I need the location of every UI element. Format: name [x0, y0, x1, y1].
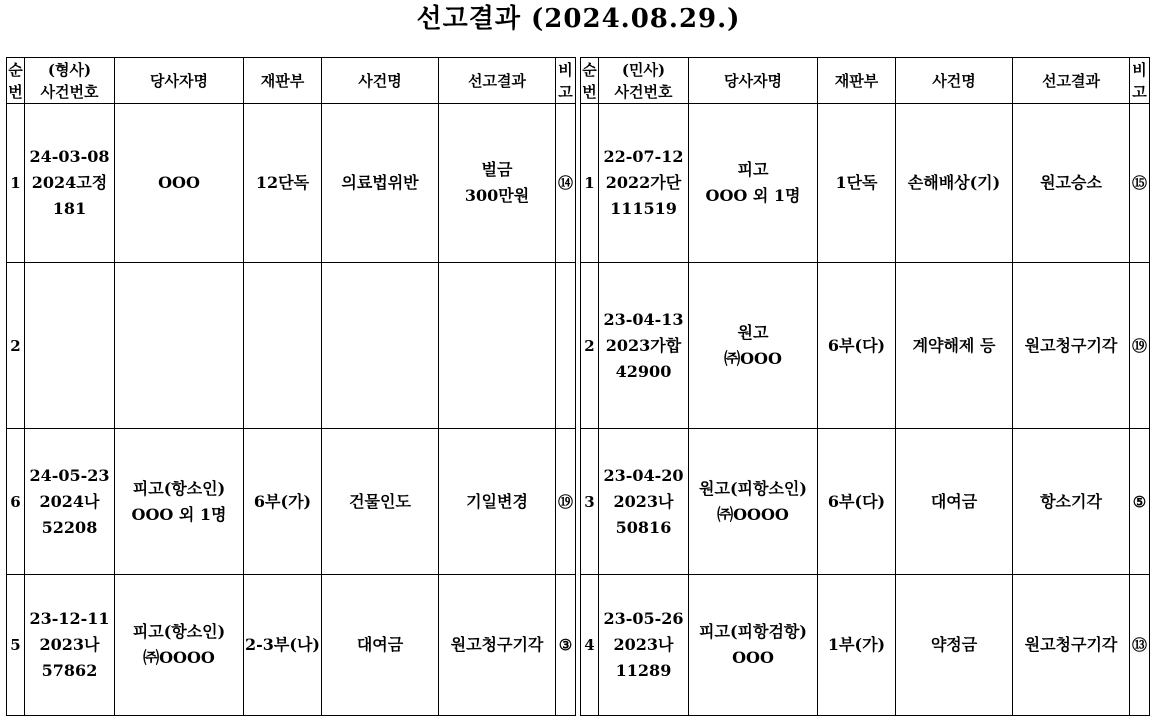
cell-case-no — [25, 263, 115, 429]
cell-party — [115, 263, 244, 429]
header-party: 당사자명 — [689, 58, 818, 104]
cell-court: 6부(다) — [818, 263, 896, 429]
table-row — [581, 575, 1150, 716]
header-court: 재판부 — [818, 58, 896, 104]
cell-seq: 2 — [7, 263, 25, 429]
cell-result: 원고청구기각 — [1013, 263, 1130, 429]
cell-note: ⑭ — [556, 104, 576, 263]
header-row — [581, 58, 1150, 104]
cell-seq: 3 — [581, 429, 599, 575]
cell-note: ③ — [556, 575, 576, 716]
cell-court: 6부(다) — [818, 429, 896, 575]
cell-seq: 6 — [7, 429, 25, 575]
cell-case-no: 23-05-26 2023나 11289 — [599, 575, 689, 716]
cell-note: ⑬ — [1130, 575, 1150, 716]
cell-party: 피고 OOO 외 1명 — [689, 104, 818, 263]
cell-case-no: 24-05-23 2024나 52208 — [25, 429, 115, 575]
cell-result: 원고승소 — [1013, 104, 1130, 263]
cell-seq: 1 — [581, 104, 599, 263]
cell-note: ⑲ — [556, 429, 576, 575]
cell-party: 원고 ㈜OOO — [689, 263, 818, 429]
header-seq: 순 번 — [581, 58, 599, 104]
cell-result: 벌금 300만원 — [439, 104, 556, 263]
header-case-no: (민사) 사건번호 — [599, 58, 689, 104]
cell-seq: 1 — [7, 104, 25, 263]
cell-note: ⑮ — [1130, 104, 1150, 263]
header-court: 재판부 — [244, 58, 322, 104]
cell-court: 6부(가) — [244, 429, 322, 575]
header-row — [7, 58, 576, 104]
cell-note: ⑤ — [1130, 429, 1150, 575]
cell-case-name: 약정금 — [896, 575, 1013, 716]
cell-result: 항소기각 — [1013, 429, 1130, 575]
header-result: 선고결과 — [439, 58, 556, 104]
cell-seq: 2 — [581, 263, 599, 429]
table-row — [7, 429, 576, 575]
cell-case-no: 23-04-13 2023가합 42900 — [599, 263, 689, 429]
cell-case-name: 건물인도 — [322, 429, 439, 575]
cell-party: 피고(피항검항) OOO — [689, 575, 818, 716]
civil-results-table — [580, 57, 1150, 716]
table-row — [581, 429, 1150, 575]
header-note: 비 고 — [556, 58, 576, 104]
table-row — [7, 104, 576, 263]
cell-court: 1부(가) — [818, 575, 896, 716]
page-title: 선고결과 (2024.08.29.) — [416, 4, 741, 34]
cell-case-no: 23-12-11 2023나 57862 — [25, 575, 115, 716]
cell-party: OOO — [115, 104, 244, 263]
cell-case-no: 24-03-08 2024고정 181 — [25, 104, 115, 263]
cell-party: 원고(피항소인) ㈜OOOO — [689, 429, 818, 575]
header-party: 당사자명 — [115, 58, 244, 104]
cell-note — [556, 263, 576, 429]
cell-result: 기일변경 — [439, 429, 556, 575]
cell-case-name: 의료법위반 — [322, 104, 439, 263]
cell-court: 12단독 — [244, 104, 322, 263]
cell-court — [244, 263, 322, 429]
cell-case-no: 22-07-12 2022가단 111519 — [599, 104, 689, 263]
cell-seq: 5 — [7, 575, 25, 716]
cell-seq: 4 — [581, 575, 599, 716]
table-row — [581, 104, 1150, 263]
cell-note: ⑲ — [1130, 263, 1150, 429]
table-row — [7, 263, 576, 429]
cell-case-name: 계약해제 등 — [896, 263, 1013, 429]
header-seq: 순 번 — [7, 58, 25, 104]
cell-party: 피고(항소인) ㈜OOOO — [115, 575, 244, 716]
criminal-results-table — [6, 57, 576, 716]
table-row — [7, 575, 576, 716]
cell-case-name: 대여금 — [896, 429, 1013, 575]
table-row — [581, 263, 1150, 429]
cell-result: 원고청구기각 — [439, 575, 556, 716]
header-case-name: 사건명 — [322, 58, 439, 104]
cell-party: 피고(항소인) OOO 외 1명 — [115, 429, 244, 575]
header-case-name: 사건명 — [896, 58, 1013, 104]
cell-case-name — [322, 263, 439, 429]
cell-case-name: 손해배상(기) — [896, 104, 1013, 263]
cell-result: 원고청구기각 — [1013, 575, 1130, 716]
cell-case-no: 23-04-20 2023나 50816 — [599, 429, 689, 575]
header-case-no: (형사) 사건번호 — [25, 58, 115, 104]
cell-court: 2-3부(나) — [244, 575, 322, 716]
cell-result — [439, 263, 556, 429]
cell-case-name: 대여금 — [322, 575, 439, 716]
header-result: 선고결과 — [1013, 58, 1130, 104]
header-note: 비 고 — [1130, 58, 1150, 104]
cell-court: 1단독 — [818, 104, 896, 263]
